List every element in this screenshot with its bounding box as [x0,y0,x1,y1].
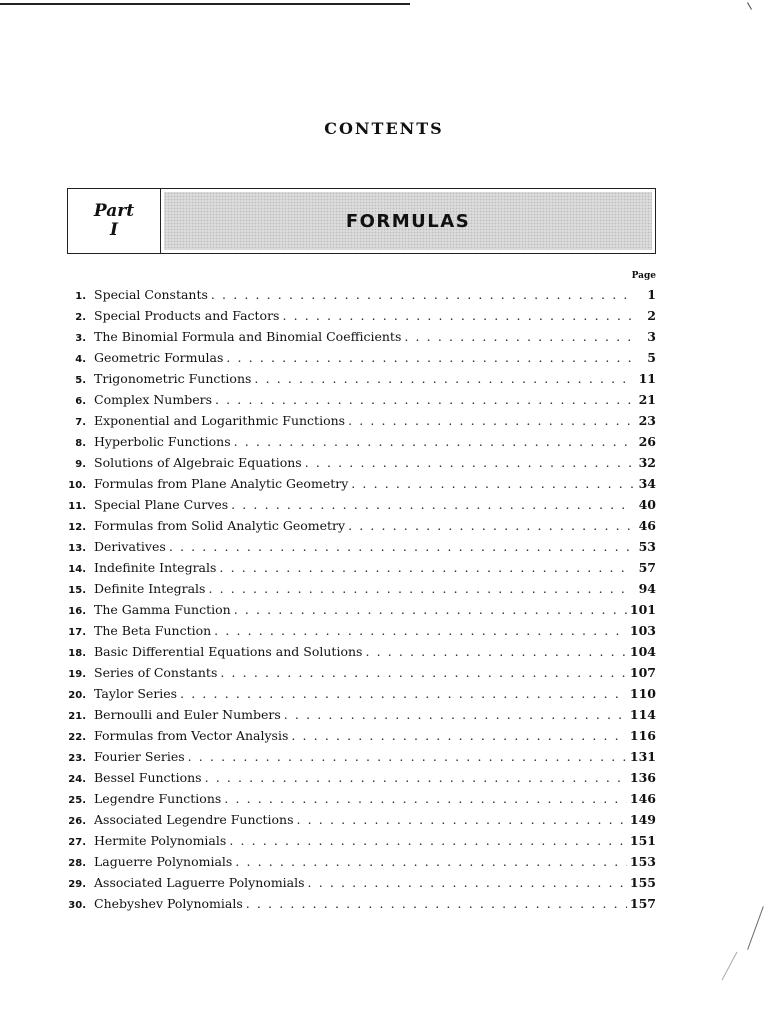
entry-number: 23. [68,753,86,764]
scan-mark [747,906,764,950]
entry-number: 5. [75,375,86,386]
entry-page: 46 [638,518,656,533]
entry-title: Legendre Functions [94,791,222,806]
entry-title: Trigonometric Functions [94,371,252,386]
dot-leader [215,392,633,407]
table-of-contents [60,287,656,917]
toc-entry[interactable] [60,308,656,329]
entry-number: 17. [68,627,86,638]
toc-entry[interactable] [60,434,656,455]
entry-number: 11. [68,501,86,512]
entry-number: 8. [75,438,86,449]
dot-leader [235,854,627,869]
part-header [67,188,656,254]
entry-title: Special Plane Curves [94,497,229,512]
toc-entry[interactable] [60,371,656,392]
entry-page: 155 [629,875,656,890]
toc-entry[interactable] [60,602,656,623]
entry-number: 27. [68,837,86,848]
dot-leader [219,560,633,575]
entry-number: 2. [75,312,86,323]
toc-entry[interactable] [60,833,656,854]
entry-title: Bessel Functions [94,770,202,785]
entry-page: 57 [638,560,656,575]
entry-page: 1 [647,287,656,302]
scan-mark [747,2,752,9]
toc-entry[interactable] [60,350,656,371]
entry-page: 34 [638,476,656,491]
entry-title: Complex Numbers [94,392,212,407]
dot-leader [211,287,633,302]
toc-entry[interactable] [60,329,656,350]
entry-page: 146 [629,791,656,806]
entry-number: 9. [75,459,86,470]
entry-title: Hyperbolic Functions [94,434,231,449]
dot-leader [220,665,627,680]
dot-leader [348,518,633,533]
dot-leader [229,833,627,848]
entry-page: 11 [638,371,656,386]
toc-entry[interactable] [60,392,656,413]
entry-page: 104 [629,644,656,659]
entry-number: 7. [75,417,86,428]
dot-leader [308,875,627,890]
dot-leader [234,434,633,449]
entry-number: 3. [75,333,86,344]
toc-entry[interactable] [60,476,656,497]
toc-entry[interactable] [60,665,656,686]
entry-number: 15. [68,585,86,596]
toc-entry[interactable] [60,287,656,308]
entry-page: 107 [629,665,656,680]
toc-entry[interactable] [60,854,656,875]
entry-number: 10. [68,480,86,491]
entry-page: 5 [647,350,656,365]
dot-leader [348,413,633,428]
entry-page: 3 [647,329,656,344]
toc-entry[interactable] [60,791,656,812]
toc-entry[interactable] [60,686,656,707]
toc-entry[interactable] [60,581,656,602]
entry-page: 2 [647,308,656,323]
dot-leader [282,308,633,323]
toc-entry[interactable] [60,728,656,749]
entry-page: 94 [638,581,656,596]
dot-leader [291,728,627,743]
entry-title: Chebyshev Polynomials [94,896,243,911]
entry-page: 131 [629,749,656,764]
entry-page: 101 [629,602,656,617]
entry-number: 20. [68,690,86,701]
toc-entry[interactable] [60,497,656,518]
entry-page: 103 [629,623,656,638]
entry-title: Basic Differential Equations and Solutions [94,644,363,659]
dot-leader [224,791,627,806]
entry-title: Indefinite Integrals [94,560,217,575]
toc-entry[interactable] [60,623,656,644]
entry-title: Laguerre Polynomials [94,854,233,869]
entry-number: 22. [68,732,86,743]
entry-number: 1. [75,291,86,302]
toc-entry[interactable] [60,644,656,665]
entry-number: 21. [68,711,86,722]
entry-title: Bernoulli and Euler Numbers [94,707,281,722]
entry-number: 4. [75,354,86,365]
entry-number: 30. [68,900,86,911]
dot-leader [404,329,633,344]
part-number: I [110,220,118,240]
toc-entry[interactable] [60,875,656,896]
entry-number: 26. [68,816,86,827]
toc-entry[interactable] [60,413,656,434]
toc-entry[interactable] [60,707,656,728]
entry-title: Formulas from Solid Analytic Geometry [94,518,346,533]
entry-title: Exponential and Logarithmic Functions [94,413,346,428]
page-column-heading: Page [631,271,656,281]
entry-number: 16. [68,606,86,617]
dot-leader [365,644,626,659]
dot-leader [205,770,627,785]
toc-entry[interactable] [60,770,656,791]
dot-leader [214,623,627,638]
entry-title: Associated Laguerre Polynomials [94,875,305,890]
entry-title: Special Constants [94,287,208,302]
toc-entry[interactable] [60,518,656,539]
dot-leader [254,371,633,386]
entry-title: Taylor Series [94,686,178,701]
dot-leader [305,455,633,470]
entry-number: 28. [68,858,86,869]
entry-page: 23 [638,413,656,428]
toc-entry[interactable] [60,812,656,833]
entry-page: 149 [629,812,656,827]
entry-number: 29. [68,879,86,890]
page-title: CONTENTS [324,119,444,138]
entry-title: Definite Integrals [94,581,206,596]
entry-page: 114 [629,707,656,722]
entry-title: Fourier Series [94,749,185,764]
entry-title: Formulas from Plane Analytic Geometry [94,476,349,491]
entry-title: Solutions of Algebraic Equations [94,455,302,470]
toc-entry[interactable] [60,539,656,560]
entry-title: Special Products and Factors [94,308,280,323]
entry-title: The Binomial Formula and Binomial Coefficients [94,329,402,344]
dot-leader [208,581,633,596]
entry-page: 151 [629,833,656,848]
dot-leader [188,749,627,764]
entry-title: Associated Legendre Functions [94,812,294,827]
dot-leader [234,602,627,617]
entry-title: Series of Constants [94,665,218,680]
dot-leader [297,812,627,827]
entry-number: 19. [68,669,86,680]
entry-number: 6. [75,396,86,407]
entry-page: 26 [638,434,656,449]
scan-mark [722,952,738,981]
part-title: FORMULAS [164,192,652,250]
entry-title: Derivatives [94,539,166,554]
toc-entry[interactable] [60,455,656,476]
entry-page: 116 [629,728,656,743]
dot-leader [351,476,633,491]
part-label-cell [68,189,161,253]
entry-title: Formulas from Vector Analysis [94,728,289,743]
part-label: Part [93,201,135,221]
entry-number: 25. [68,795,86,806]
dot-leader [284,707,627,722]
entry-page: 136 [629,770,656,785]
entry-page: 157 [629,896,656,911]
toc-entry[interactable] [60,749,656,770]
entry-page: 110 [629,686,656,701]
entry-title: The Beta Function [94,623,212,638]
entry-number: 13. [68,543,86,554]
entry-title: The Gamma Function [94,602,231,617]
dot-leader [246,896,627,911]
entry-number: 18. [68,648,86,659]
entry-page: 53 [638,539,656,554]
dot-leader [169,539,633,554]
entry-number: 12. [68,522,86,533]
entry-page: 32 [638,455,656,470]
entry-title: Geometric Formulas [94,350,224,365]
dot-leader [226,350,633,365]
entry-title: Hermite Polynomials [94,833,227,848]
toc-entry[interactable] [60,896,656,917]
entry-number: 24. [68,774,86,785]
toc-entry[interactable] [60,560,656,581]
entry-number: 14. [68,564,86,575]
top-rule [0,3,410,5]
entry-page: 153 [629,854,656,869]
entry-page: 21 [638,392,656,407]
dot-leader [231,497,633,512]
dot-leader [180,686,627,701]
entry-page: 40 [638,497,656,512]
